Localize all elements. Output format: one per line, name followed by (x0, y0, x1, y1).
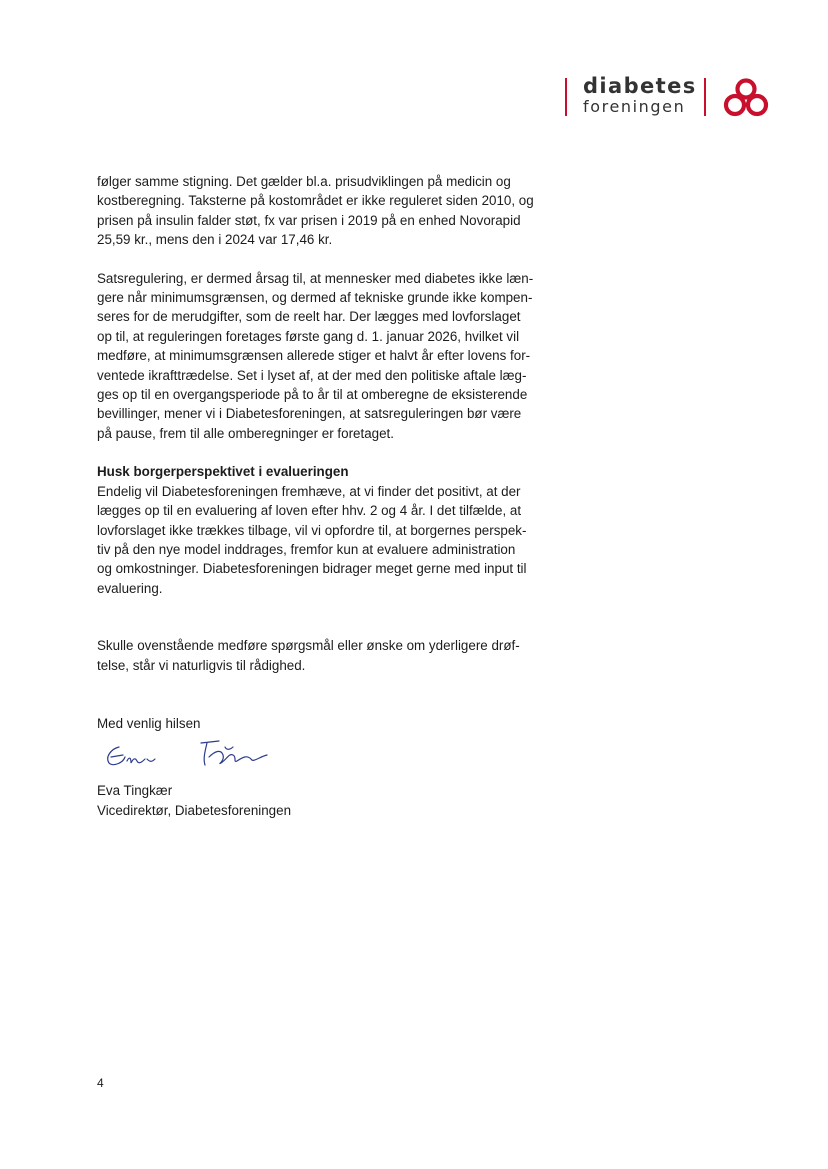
logo-divider-left (565, 78, 567, 116)
signer-title: Vicedirektør, Diabetesforeningen (97, 802, 292, 818)
handwritten-signature-icon (97, 735, 277, 775)
paragraph-satsregulering: Satsregulering, er dermed årsag til, at mennesker med diabetes ikke læn- gere når minimumsgrænsen, og dermed af tekniske grunde ikke kompen- seres for de merudgifter, som de reelt har. Der lægges med lovforslaget op til, at reguleringen foretages første gang d. 1. januar 2026, hvilket vil medføre, at minimumsgrænsen allerede stiger et halvt år efter lovens for- ventede ikrafttrædelse. Set i lyset af, at der med den politiske aftale læg- ges op til en overgangsperiode på to år til at omberegne de eksisterende bevillinger, mener vi i Diabetesforeningen, at satsreguleringen bør være på pause, frem til alle omberegninger er foretaget. (97, 270, 534, 441)
paragraph-pricing: følger samme stigning. Det gælder bl.a. prisudviklingen på medicin og kostberegning. Taksterne på kostområdet er ikke reguleret siden 2010, og prisen på insulin falder støt, fx var prisen i 2019 på en enhed Novorapid 25,59 kr., mens den i 2024 var 17,46 kr. (97, 174, 534, 248)
closing-greeting: Med venlig hilsen (97, 715, 201, 731)
diabetesforeningen-logo (562, 72, 782, 122)
signer-name: Eva Tingkær (97, 783, 173, 799)
section-heading: Husk borgerperspektivet i evalueringen (97, 464, 349, 480)
logo-word-foreningen: foreningen (583, 97, 686, 116)
letter-body (97, 172, 547, 820)
paragraph-evaluation: Endelig vil Diabetesforeningen fremhæve, at vi finder det positivt, at der lægges op til en evaluering af loven efter hhv. 2 og 4 år. I det tilfælde, at lovforslaget ikke trækkes tilbage, vil vi opfordre til, at borgernes perspek- tiv på den nye model inddrages, fremfor kun at evaluere administration og omkostninger. Diabetesforeningen bidrager meget gerne med input til evaluering. (97, 483, 527, 596)
paragraph-contact: Skulle ovenstående medføre spørgsmål eller ønske om yderligere drøf- telse, står vi naturligvis til rådighed. (97, 638, 520, 673)
logo-divider-right (704, 78, 706, 116)
logo-word-diabetes: diabetes (583, 74, 697, 98)
rings-logo-icon (722, 77, 770, 119)
page-number: 4 (97, 1076, 104, 1090)
